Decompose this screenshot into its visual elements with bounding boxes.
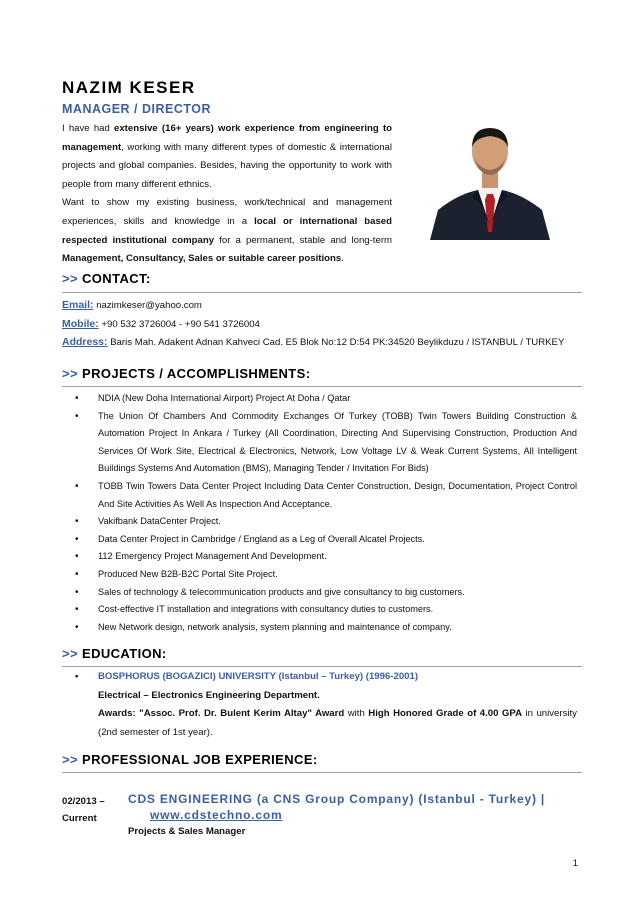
mobile-label: Mobile: — [62, 318, 99, 330]
department: Electrical – Electronics Engineering Department. — [98, 689, 320, 701]
section-arrow: >> — [62, 366, 78, 381]
email-link[interactable]: nazimkeser@yahoo.com — [96, 300, 202, 311]
section-divider — [62, 772, 582, 773]
candidate-role: MANAGER / DIRECTOR — [62, 102, 212, 116]
list-item: • TOBB Twin Towers Data Center Project Including Data Center Construction, Design, Documentation, Project Control And Site Activities As Well As Inspection And Acceptance. — [72, 478, 577, 513]
section-arrow: >> — [62, 271, 78, 286]
list-item: • 112 Emergency Project Management And Development. — [72, 548, 577, 566]
award: Awards: "Assoc. Prof. Dr. Bulent Kerim Altay" Award with High Honored Grade of 4.00 GPA in university (2nd semester of 1st year). — [98, 708, 577, 738]
company-url-link[interactable]: www.cdstechno.com — [150, 808, 283, 822]
contact-heading: >> CONTACT: — [62, 271, 151, 286]
address-label: Address: — [62, 336, 108, 348]
email-label: Email: — [62, 299, 94, 311]
section-divider — [62, 292, 582, 293]
school-name: • BOSPHORUS (BOGAZICI) UNIVERSITY (Istanbul – Turkey) (1996-2001) — [72, 668, 577, 687]
section-arrow: >> — [62, 752, 78, 767]
list-item: • New Network design, network analysis, system planning and maintenance of company. — [72, 619, 577, 637]
projects-heading: >> PROJECTS / ACCOMPLISHMENTS: — [62, 366, 311, 381]
projects-list — [72, 390, 577, 636]
job-company: CDS ENGINEERING (a CNS Group Company) (Istanbul - Turkey) | www.cdstechno.com — [128, 791, 578, 823]
page-number: 1 — [572, 858, 578, 869]
section-divider — [62, 386, 582, 387]
education-block — [72, 668, 577, 742]
contact-email-row — [62, 299, 202, 311]
list-item: • The Union Of Chambers And Commodity Exchanges Of Turkey (TOBB) Twin Towers Building Construction & Automation Project In Ankara / Turkey (All Coordination, Directing And Supervising Construction, Production And Services Of Work Site, Electrical & Electronics, Network, Low Voltage LV & Weak Current Systems, All Intelligent Buildings Systems And Automation (BMS), Managing Tender / Invitation For Bids) — [72, 408, 577, 478]
contact-address-row — [62, 336, 564, 348]
experience-heading: >> PROFESSIONAL JOB EXPERIENCE: — [62, 752, 318, 767]
address-value: Baris Mah. Adakent Adnan Kahveci Cad. E5 Blok No:12 D:54 PK:34520 Beylikduzu / ISTANBUL / TURKEY — [110, 337, 565, 348]
profile-photo — [408, 114, 572, 240]
job-date-range: 02/2013 – Current — [62, 796, 105, 824]
candidate-name: NAZIM KESER — [62, 78, 196, 97]
job-position: Projects & Sales Manager — [128, 826, 246, 837]
section-divider — [62, 666, 582, 667]
contact-mobile-row — [62, 318, 260, 330]
list-item: • Produced New B2B-B2C Portal Site Project. — [72, 566, 577, 584]
education-heading: >> EDUCATION: — [62, 646, 167, 661]
section-arrow: >> — [62, 646, 78, 661]
list-item: • Vakifbank DataCenter Project. — [72, 513, 577, 531]
mobile-value: +90 532 3726004 - +90 541 3726004 — [101, 319, 260, 330]
list-item: • Cost-effective IT installation and integrations with consultancy duties to customers. — [72, 601, 577, 619]
summary-paragraph: I have had extensive (16+ years) work experience from engineering to management, working with many different types of domestic & international projects and global companies. Besides, having the opportunity to work with people from many different ethnics. Want to show my existing business, work/technical and management experiences, skills and knowledge in a local or international based respected institutional company for a permanent, stable and long-term Management, Consultancy, Sales or suitable career positions. — [62, 123, 393, 265]
list-item: • Sales of technology & telecommunication products and give consultancy to big customers. — [72, 584, 577, 602]
list-item: • NDIA (New Doha International Airport) Project At Doha / Qatar — [72, 390, 577, 408]
list-item: • Data Center Project in Cambridge / England as a Leg of Overall Alcatel Projects. — [72, 531, 577, 549]
